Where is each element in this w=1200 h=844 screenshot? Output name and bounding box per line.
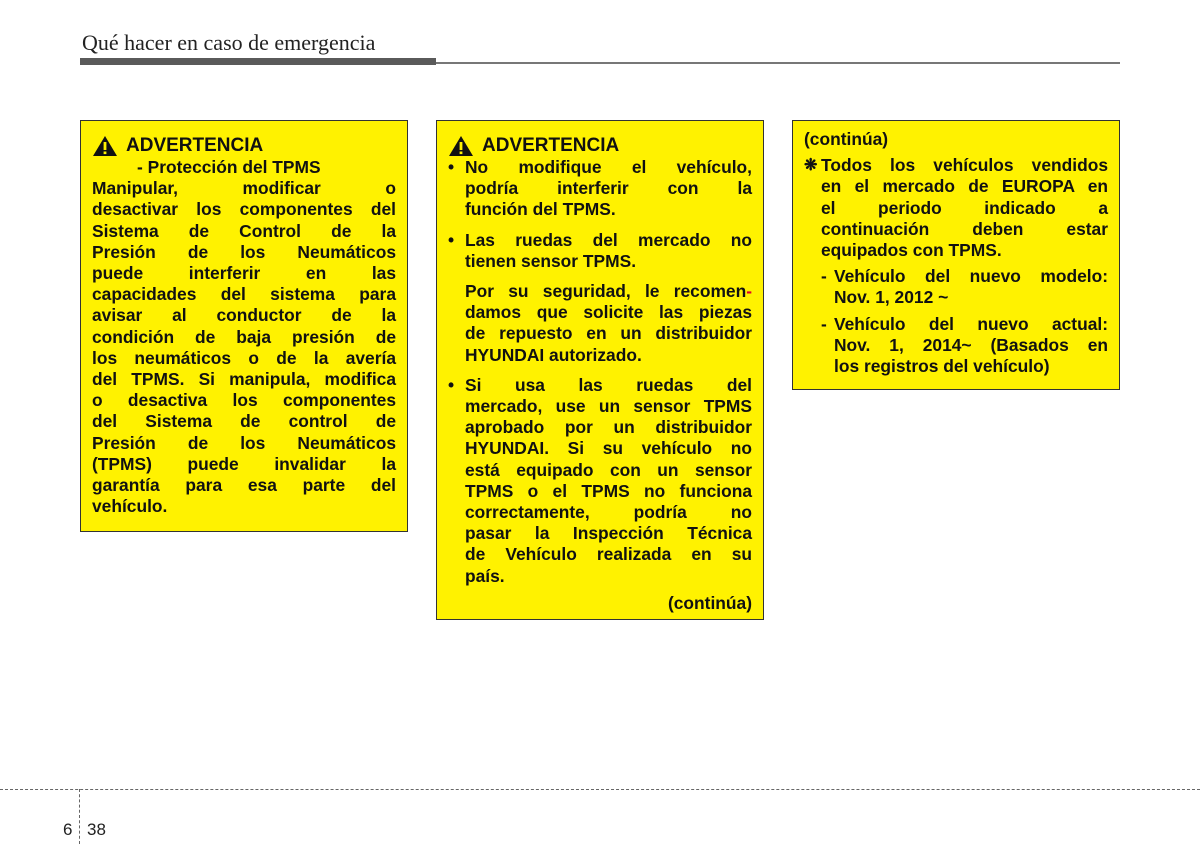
bullet-line: función del TPMS. bbox=[465, 199, 616, 220]
warning-box-tpms-modification bbox=[436, 120, 764, 620]
warning-subheading: - Protección del TPMS bbox=[137, 157, 321, 177]
dash-mark: - bbox=[821, 313, 827, 334]
note-line: equipados con TPMS. bbox=[821, 240, 1002, 261]
body-line: los neumáticos o de la avería bbox=[92, 347, 396, 368]
body-line: Manipular, modificar o bbox=[92, 178, 396, 199]
header-rule-light bbox=[436, 62, 1120, 64]
body-line: Sistema de Control de la bbox=[92, 220, 396, 241]
warning-heading bbox=[92, 135, 396, 157]
bullet-line: aprobado por un distribuidor bbox=[465, 417, 752, 438]
note-line: continuación deben estar bbox=[821, 218, 1108, 239]
chapter-number: 6 bbox=[63, 820, 73, 839]
bullet-line: podría interferir con la bbox=[465, 178, 752, 199]
dash-line: los registros del vehículo) bbox=[834, 356, 1050, 377]
bullet-line: tienen sensor TPMS. bbox=[465, 250, 637, 271]
bullet-line: de Vehículo realizada en su bbox=[465, 544, 752, 565]
dash-item-new-model bbox=[804, 266, 1108, 308]
bullet-line: correctamente, podría no bbox=[465, 502, 752, 523]
note-line: Todos los vehículos vendidos bbox=[821, 155, 1108, 176]
dash-line: Vehículo del nuevo actual: bbox=[834, 313, 1108, 334]
para-line: HYUNDAI autorizado. bbox=[465, 344, 642, 365]
bullet-line: HYUNDAI. Si su vehículo no bbox=[465, 438, 752, 459]
bullet-line: está equipado con un sensor bbox=[465, 459, 752, 480]
bullet-item bbox=[448, 157, 752, 221]
bullet-line: país. bbox=[465, 565, 505, 586]
body-line: del TPMS. Si manipula, modifica bbox=[92, 369, 396, 390]
bullet-line: mercado, use un sensor TPMS bbox=[465, 396, 752, 417]
warning-body bbox=[92, 178, 396, 517]
bullet-item bbox=[448, 230, 752, 272]
bullet-line: pasar la Inspección Técnica bbox=[465, 523, 752, 544]
body-line: puede interferir en las bbox=[92, 263, 396, 284]
para-line: de repuesto en un distribuidor bbox=[465, 323, 752, 344]
dash-line: Vehículo del nuevo modelo: bbox=[834, 266, 1108, 287]
star-note bbox=[804, 155, 1108, 261]
body-line: vehículo. bbox=[92, 496, 168, 517]
warning-heading bbox=[448, 135, 752, 157]
hyphen-mark: - bbox=[746, 281, 752, 302]
safety-paragraph bbox=[448, 281, 752, 366]
dash-item-current-model bbox=[804, 314, 1108, 378]
bullet-item bbox=[448, 375, 752, 587]
bullet-line: No modifique el vehículo, bbox=[465, 157, 752, 177]
warning-heading-text: ADVERTENCIA bbox=[482, 135, 620, 157]
body-line: avisar al conductor de la bbox=[92, 305, 396, 326]
body-line: Presión de los Neumáticos bbox=[92, 432, 396, 453]
bullet-line: Las ruedas del mercado no bbox=[465, 229, 752, 250]
body-line: garantía para esa parte del bbox=[92, 475, 396, 496]
warning-box-tpms-protection bbox=[80, 120, 408, 532]
bullet-dot: • bbox=[448, 229, 455, 250]
body-line: del Sistema de control de bbox=[92, 411, 396, 432]
para-line: Por su seguridad, le recomen- bbox=[465, 281, 752, 302]
body-line: Presión de los Neumáticos bbox=[92, 241, 396, 262]
para-line: damos que solicite las piezas bbox=[465, 302, 752, 323]
body-line: (TPMS) puede invalidar la bbox=[92, 453, 396, 474]
warning-triangle-icon bbox=[92, 135, 118, 157]
body-line: capacidades del sistema para bbox=[92, 284, 396, 305]
footer-dashed-rule bbox=[0, 789, 1200, 790]
asterisk-flower-icon: ❋ bbox=[804, 157, 818, 175]
continued-label: (continúa) bbox=[667, 592, 752, 613]
note-line: en el mercado de EUROPA en bbox=[821, 176, 1108, 197]
page-number: 38 bbox=[87, 820, 106, 839]
footer-dashed-divider bbox=[79, 789, 80, 844]
header-rule-dark bbox=[80, 58, 436, 65]
warning-triangle-icon bbox=[448, 135, 474, 157]
body-line: o desactiva los componentes bbox=[92, 390, 396, 411]
continued-label: (continúa) bbox=[804, 129, 889, 149]
dash-line: Nov. 1, 2012 ~ bbox=[834, 287, 949, 308]
body-line: desactivar los componentes del bbox=[92, 199, 396, 220]
tpms-europe-note-box bbox=[792, 120, 1120, 390]
note-line: el periodo indicado a bbox=[821, 197, 1108, 218]
bullet-line: Si usa las ruedas del bbox=[465, 374, 752, 395]
dash-line: Nov. 1, 2014~ (Basados en bbox=[834, 334, 1108, 355]
bullet-dot: • bbox=[448, 374, 455, 395]
warning-heading-text: ADVERTENCIA bbox=[126, 135, 264, 157]
page-header-title: Qué hacer en caso de emergencia bbox=[82, 30, 376, 55]
bullet-line: TPMS o el TPMS no funciona bbox=[465, 480, 752, 501]
body-line: condición de baja presión de bbox=[92, 326, 396, 347]
bullet-dot: • bbox=[448, 157, 455, 177]
dash-mark: - bbox=[821, 266, 827, 287]
